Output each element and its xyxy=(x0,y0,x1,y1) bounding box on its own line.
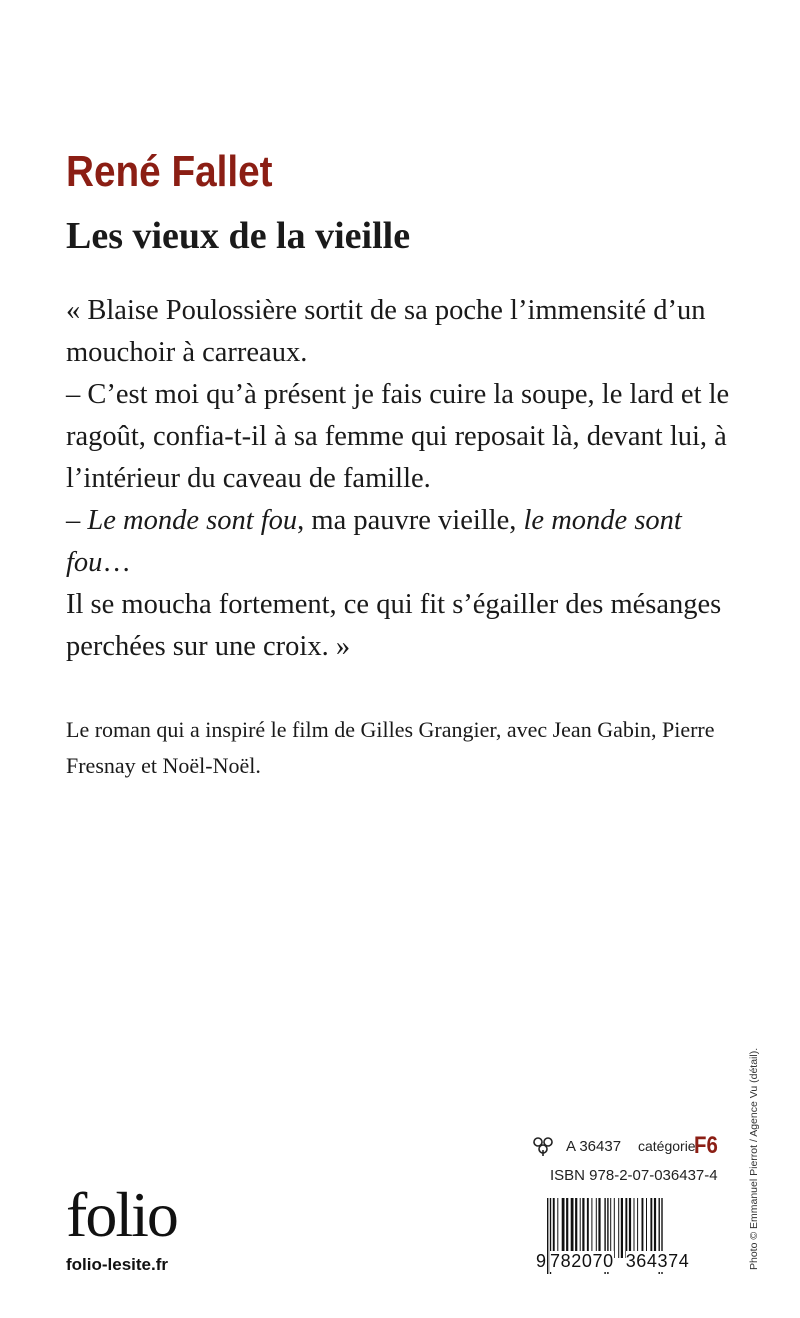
folio-logo: folio xyxy=(66,1179,177,1250)
excerpt-paragraph-4: Il se moucha fortement, ce qui fit s’égailler des mésanges perchées sur une croix. » xyxy=(66,589,722,662)
excerpt-paragraph-2: – C’est moi qu’à présent je fais cuire la soupe, le lard et le ragoût, confia-t-il à sa femme qui reposait là, devant lui, à l’intérieur du caveau de famille. xyxy=(66,379,730,494)
barcode-bar xyxy=(642,1198,644,1258)
barcode-bar xyxy=(625,1198,627,1258)
excerpt-dash: – xyxy=(66,505,88,536)
barcode-bar xyxy=(598,1198,600,1258)
ean-digits xyxy=(536,1251,726,1272)
barcode-bar xyxy=(575,1198,577,1258)
excerpt-paragraph-3 xyxy=(66,500,746,584)
film-note: Le roman qui a inspiré le film de Gilles Grangier, avec Jean Gabin, Pierre Fresnay et Noël-Noël. xyxy=(66,717,715,778)
article-code: A 36437 xyxy=(566,1138,622,1155)
tree-icon xyxy=(530,1136,556,1156)
isbn-number: ISBN 978-2-07-036437-4 xyxy=(550,1167,718,1184)
photo-credit: Photo © Emmanuel Pierrot / Agence Vu (détail). xyxy=(748,1047,760,1270)
excerpt-italic-1: Le monde sont fou xyxy=(87,505,298,536)
barcode-bar xyxy=(582,1198,584,1258)
barcode-bar xyxy=(654,1198,656,1258)
barcode-bar xyxy=(587,1198,589,1258)
excerpt xyxy=(66,290,746,668)
excerpt-italic-2: le monde sont fou xyxy=(66,505,682,578)
barcode-bar xyxy=(634,1198,635,1258)
barcode-bar xyxy=(566,1198,568,1258)
ean-group-2: 364374 xyxy=(625,1251,690,1271)
author-name: René Fallet xyxy=(66,147,273,196)
barcode-bar xyxy=(557,1198,558,1258)
barcode-bar xyxy=(596,1198,597,1258)
ean-first-digit: 9 xyxy=(536,1251,547,1271)
barcode-bar xyxy=(610,1198,611,1258)
barcode-bar xyxy=(629,1198,631,1258)
publisher-website: folio-lesite.fr xyxy=(66,1255,169,1274)
category-label: catégorie xyxy=(638,1138,696,1154)
barcode-bar xyxy=(646,1198,647,1258)
category-code: F6 xyxy=(694,1132,718,1159)
barcode-bar xyxy=(553,1198,555,1258)
excerpt-mid: , ma pauvre vieille, xyxy=(297,505,524,536)
excerpt-ellipsis: … xyxy=(102,547,131,578)
ean-group-1: 782070 xyxy=(550,1251,614,1271)
excerpt-paragraph-1: « Blaise Poulossière sortit de sa poche l’immensité d’un mouchoir à carreaux. xyxy=(66,295,706,368)
book-title: Les vieux de la vieille xyxy=(66,215,411,257)
barcode-bar xyxy=(580,1198,581,1258)
barcode-bar xyxy=(614,1198,615,1258)
barcode-bar xyxy=(618,1198,619,1258)
barcode-bar xyxy=(621,1198,623,1258)
barcode-bar xyxy=(571,1198,574,1258)
barcode-bar xyxy=(591,1198,592,1258)
barcode-bar xyxy=(650,1198,652,1258)
product-code-line xyxy=(530,1132,730,1162)
barcode-bar xyxy=(562,1198,565,1258)
barcode-bar xyxy=(637,1198,638,1258)
